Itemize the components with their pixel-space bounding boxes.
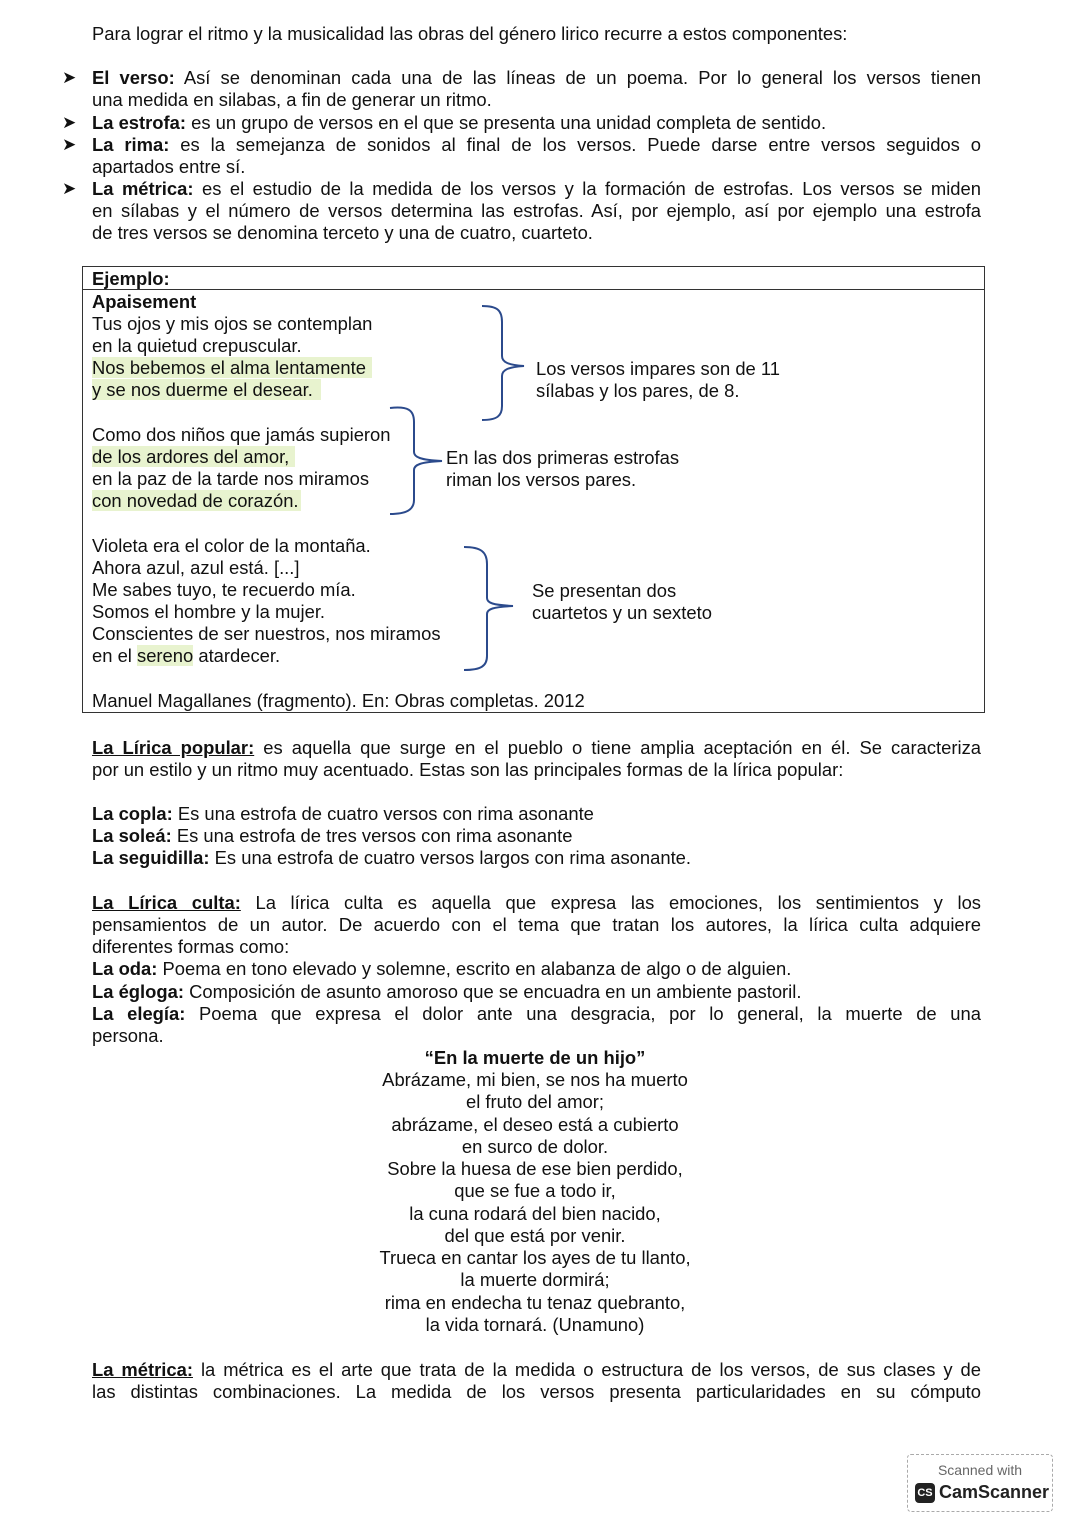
text: de los ardores del amor,	[92, 446, 295, 467]
text: “En la muerte de un hijo”	[424, 1047, 646, 1068]
term-verso: El verso:	[92, 67, 175, 88]
camscanner-logo-icon: CS	[915, 1483, 935, 1503]
text: Apaisement	[92, 291, 197, 312]
culta-line-2: pensamientos de un autor. De acuerdo con el tema que tratan los autores, la lírica culta adquiere	[92, 914, 981, 935]
popular-line-2: por un estilo y un ritmo muy acentuado. Estas son las principales formas de la lírica popular:	[92, 759, 844, 780]
note-syllables-line: sílabas y los pares, de 8.	[536, 380, 740, 401]
camscanner-watermark	[907, 1454, 1053, 1512]
text: La oda:	[92, 958, 158, 979]
popular-line-1	[92, 737, 981, 759]
bullet-verso-line-2: una medida en silabas, a fin de generar un ritmo.	[92, 89, 492, 110]
stanza3-line: Ahora azul, azul está. [...]	[92, 557, 300, 578]
bullet-arrow-icon: ➤	[62, 113, 77, 132]
culta-elegia-line-2: persona.	[92, 1025, 164, 1046]
text: Poema que expresa el dolor ante una desgracia, por lo general, la muerte de una	[185, 1003, 981, 1024]
poem2-title	[290, 1047, 780, 1069]
brace-stanza2-icon	[390, 408, 442, 514]
poem2-line: el fruto del amor;	[466, 1091, 604, 1112]
culta-elegia-line-1	[92, 1003, 981, 1025]
stanza2-line: en la paz de la tarde nos miramos	[92, 468, 370, 489]
text: en el	[92, 645, 137, 666]
watermark-brand: CamScanner	[939, 1482, 1050, 1502]
text: La copla:	[92, 803, 173, 824]
text: Es una estrofa de tres versos con rima asonante	[171, 825, 573, 846]
note-stanzas-line: Se presentan dos	[532, 580, 677, 601]
poem2-line: la muerte dormirá;	[460, 1269, 610, 1290]
note-syllables-line: Los versos impares son de 11	[536, 358, 780, 379]
popular-heading: La Lírica popular:	[92, 737, 255, 758]
watermark-caption: Scanned with	[937, 1462, 1023, 1478]
text: La soleá:	[92, 825, 172, 846]
metrica-line-2: las distintas combinaciones. La medida de los versos presenta particularidades en su cómputo	[92, 1381, 981, 1402]
poem2-line: que se fue a todo ir,	[454, 1180, 616, 1201]
poem2-line: del que está por venir.	[444, 1225, 626, 1246]
bullet-arrow-icon: ➤	[62, 135, 77, 154]
text: Composición de asunto amoroso que se encuadra en un ambiente pastoril.	[183, 981, 802, 1002]
culta-line-3: diferentes formas como:	[92, 936, 290, 957]
culta-oda	[92, 958, 791, 980]
stanza2-line: Como dos niños que jamás supieron	[92, 424, 391, 445]
poem2-line: la cuna rodará del bien nacido,	[409, 1203, 661, 1224]
culta-heading: La Lírica culta:	[92, 892, 241, 913]
bullet-metrica-line-3: de tres versos se denomina terceto y una de cuatro, cuarteto.	[92, 222, 593, 243]
text: Poema en tono elevado y solemne, escrito en alabanza de algo o de alguien.	[157, 958, 792, 979]
metrica-heading: La métrica:	[92, 1359, 193, 1380]
text: es la semejanza de sonidos al final de los versos. Puede darse entre versos seguidos o	[169, 134, 982, 155]
text: la métrica es el arte que trata de la medida o estructura de los versos, de sus clases y de	[192, 1359, 981, 1380]
text: sereno	[137, 645, 194, 666]
text: es aquella que surge en el pueblo o tiene amplia aceptación en él. Se caracteriza	[254, 737, 981, 758]
text: La elegía:	[92, 1003, 186, 1024]
stanza1-line: en la quietud crepuscular.	[92, 335, 302, 356]
bullet-arrow-icon: ➤	[62, 179, 77, 198]
stanza3-line: Me sabes tuyo, te recuerdo mía.	[92, 579, 356, 600]
text: Es una estrofa de cuatro versos largos con rima asonante.	[209, 847, 692, 868]
text: Ejemplo:	[92, 268, 170, 289]
note-stanzas-line: cuartetos y un sexteto	[532, 602, 712, 623]
text: y se nos duerme el desear.	[92, 379, 321, 400]
text: La seguidilla:	[92, 847, 210, 868]
text: es el estudio de la medida de los versos y la formación de estrofas. Los versos se miden	[193, 178, 981, 199]
text: es un grupo de versos en el que se presenta una unidad completa de sentido.	[186, 112, 827, 133]
poem2-line: Trueca en cantar los ayes de tu llanto,	[379, 1247, 691, 1268]
stanza3-line: Conscientes de ser nuestros, nos miramos	[92, 623, 441, 644]
term-estrofa: La estrofa:	[92, 112, 187, 133]
text: La lírica culta es aquella que expresa las emociones, los sentimientos y los	[240, 892, 981, 913]
text: con novedad de corazón.	[92, 490, 299, 511]
note-rhyme-line: riman los versos pares.	[446, 469, 637, 490]
bullet-arrow-icon: ➤	[62, 68, 77, 87]
brace-stanza1-icon	[482, 306, 524, 420]
brace-stanza3-icon	[464, 547, 513, 670]
popular-form	[92, 825, 572, 847]
poem2-line: abrázame, el deseo está a cubierto	[391, 1114, 679, 1135]
stanza3-line: Somos el hombre y la mujer.	[92, 601, 326, 622]
text: Así se denominan cada una de las líneas de un poema. Por lo general los versos tienen	[174, 67, 981, 88]
stanza3-line: Violeta era el color de la montaña.	[92, 535, 371, 556]
popular-form	[92, 803, 594, 825]
text: La égloga:	[92, 981, 184, 1002]
term-metrica: La métrica:	[92, 178, 194, 199]
popular-form	[92, 847, 691, 869]
stanza1-line: Tus ojos y mis ojos se contemplan	[92, 313, 373, 334]
metrica-line-1	[92, 1359, 981, 1381]
poem2-line: la vida tornará. (Unamuno)	[425, 1314, 645, 1335]
culta-egloga	[92, 981, 801, 1003]
poem2-line: en surco de dolor.	[461, 1136, 609, 1157]
text: atardecer.	[193, 645, 281, 666]
bullet-metrica-line-2: en sílabas y el número de versos determina las estrofas. Así, por ejemplo, así por ejemplo una estrofa	[92, 200, 981, 221]
poem2-line: rima en endecha tu tenaz quebranto,	[384, 1292, 686, 1313]
text: Es una estrofa de cuatro versos con rima asonante	[172, 803, 594, 824]
text: Nos bebemos el alma lentamente	[92, 357, 372, 378]
intro-text: Para lograr el ritmo y la musicalidad las obras del género lirico recurre a estos componentes:	[92, 23, 848, 44]
poem2-line: Abrázame, mi bien, se nos ha muerto	[382, 1069, 688, 1090]
poem2-line: Sobre la huesa de ese bien perdido,	[387, 1158, 683, 1179]
term-rima: La rima:	[92, 134, 170, 155]
bullet-rima-line-2: apartados entre sí.	[92, 156, 246, 177]
culta-line-1	[92, 892, 981, 914]
example-source: Manuel Magallanes (fragmento). En: Obras completas. 2012	[92, 690, 585, 711]
note-rhyme-line: En las dos primeras estrofas	[446, 447, 680, 468]
